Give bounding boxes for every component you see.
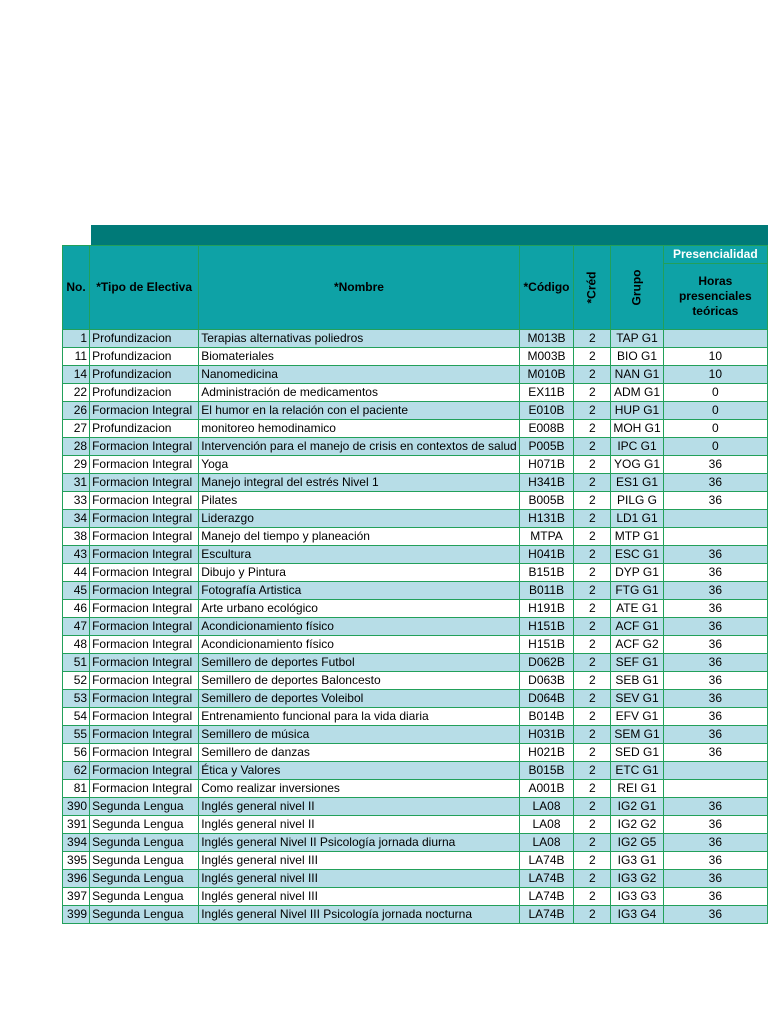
- cell-no: 48: [63, 636, 90, 654]
- cell-tipo: Formacion Integral: [90, 456, 199, 474]
- header-horas: Horas presenciales teóricas: [663, 264, 767, 330]
- cell-grupo: REI G1: [611, 780, 663, 798]
- cell-codigo: MTPA: [519, 528, 574, 546]
- cell-cred: 2: [574, 366, 611, 384]
- table-row: [63, 420, 768, 438]
- cell-no: 26: [63, 402, 90, 420]
- cell-no: 56: [63, 744, 90, 762]
- table-row: [63, 744, 768, 762]
- cell-tipo: Formacion Integral: [90, 474, 199, 492]
- cell-nombre: Inglés general nivel II: [199, 798, 520, 816]
- cell-horas: 36: [663, 708, 767, 726]
- cell-nombre: Inglés general Nivel III Psicología jornada nocturna: [199, 906, 520, 924]
- cell-codigo: D064B: [519, 690, 574, 708]
- table-row: [63, 834, 768, 852]
- cell-nombre: Pilates: [199, 492, 520, 510]
- cell-nombre: Inglés general nivel III: [199, 852, 520, 870]
- cell-cred: 2: [574, 834, 611, 852]
- cell-tipo: Formacion Integral: [90, 528, 199, 546]
- cell-codigo: H341B: [519, 474, 574, 492]
- cell-nombre: Ética y Valores: [199, 762, 520, 780]
- cell-tipo: Segunda Lengua: [90, 888, 199, 906]
- cell-codigo: M003B: [519, 348, 574, 366]
- cell-grupo: SED G1: [611, 744, 663, 762]
- cell-no: 395: [63, 852, 90, 870]
- cell-cred: 2: [574, 726, 611, 744]
- cell-nombre: Arte urbano ecológico: [199, 600, 520, 618]
- cell-nombre: Acondicionamiento físico: [199, 636, 520, 654]
- cell-cred: 2: [574, 816, 611, 834]
- cell-tipo: Formacion Integral: [90, 726, 199, 744]
- cell-tipo: Formacion Integral: [90, 636, 199, 654]
- cell-nombre: Semillero de danzas: [199, 744, 520, 762]
- cell-horas: 36: [663, 456, 767, 474]
- table-row: [63, 384, 768, 402]
- cell-no: 46: [63, 600, 90, 618]
- cell-no: 29: [63, 456, 90, 474]
- header-nombre: *Nombre: [199, 246, 520, 330]
- header-cred-label: *Créd: [584, 271, 599, 304]
- cell-cred: 2: [574, 528, 611, 546]
- cell-nombre: Yoga: [199, 456, 520, 474]
- cell-horas: 36: [663, 492, 767, 510]
- cell-cred: 2: [574, 330, 611, 348]
- cell-no: 53: [63, 690, 90, 708]
- cell-codigo: H151B: [519, 636, 574, 654]
- cell-codigo: H131B: [519, 510, 574, 528]
- cell-cred: 2: [574, 708, 611, 726]
- cell-no: 397: [63, 888, 90, 906]
- cell-cred: 2: [574, 438, 611, 456]
- cell-horas: 36: [663, 672, 767, 690]
- cell-grupo: BIO G1: [611, 348, 663, 366]
- cell-nombre: Entrenamiento funcional para la vida diaria: [199, 708, 520, 726]
- table-row: [63, 366, 768, 384]
- cell-horas: 36: [663, 690, 767, 708]
- cell-grupo: MOH G1: [611, 420, 663, 438]
- cell-codigo: H071B: [519, 456, 574, 474]
- cell-no: 27: [63, 420, 90, 438]
- table-row: [63, 528, 768, 546]
- cell-horas: 36: [663, 654, 767, 672]
- table-row: [63, 870, 768, 888]
- cell-nombre: Nanomedicina: [199, 366, 520, 384]
- table-row: [63, 816, 768, 834]
- table-row: [63, 474, 768, 492]
- cell-tipo: Profundizacion: [90, 384, 199, 402]
- cell-nombre: Liderazgo: [199, 510, 520, 528]
- cell-codigo: D063B: [519, 672, 574, 690]
- cell-nombre: Dibujo y Pintura: [199, 564, 520, 582]
- cell-horas: 36: [663, 888, 767, 906]
- cell-horas: 0: [663, 384, 767, 402]
- table-row: [63, 438, 768, 456]
- cell-grupo: PILG G: [611, 492, 663, 510]
- table-row: [63, 672, 768, 690]
- cell-horas: 36: [663, 618, 767, 636]
- table-row: [63, 636, 768, 654]
- cell-grupo: ATE G1: [611, 600, 663, 618]
- table-row: [63, 600, 768, 618]
- cell-no: 390: [63, 798, 90, 816]
- cell-codigo: M010B: [519, 366, 574, 384]
- table-row: [63, 582, 768, 600]
- cell-horas: 0: [663, 402, 767, 420]
- cell-nombre: Manejo del tiempo y planeación: [199, 528, 520, 546]
- cell-nombre: Biomateriales: [199, 348, 520, 366]
- cell-no: 396: [63, 870, 90, 888]
- cell-cred: 2: [574, 492, 611, 510]
- cell-no: 11: [63, 348, 90, 366]
- cell-tipo: Formacion Integral: [90, 690, 199, 708]
- cell-grupo: IG3 G3: [611, 888, 663, 906]
- cell-codigo: LA74B: [519, 852, 574, 870]
- cell-nombre: Semillero de deportes Baloncesto: [199, 672, 520, 690]
- header-no: No.: [63, 246, 90, 330]
- header-presencialidad: Presencialidad: [663, 246, 767, 264]
- cell-tipo: Formacion Integral: [90, 438, 199, 456]
- cell-no: 391: [63, 816, 90, 834]
- cell-horas: 10: [663, 348, 767, 366]
- cell-horas: [663, 528, 767, 546]
- cell-no: 22: [63, 384, 90, 402]
- table-row: [63, 546, 768, 564]
- cell-nombre: Intervención para el manejo de crisis en contextos de salud: [199, 438, 520, 456]
- cell-codigo: H031B: [519, 726, 574, 744]
- cell-cred: 2: [574, 510, 611, 528]
- cell-codigo: LA08: [519, 834, 574, 852]
- table-row: [63, 330, 768, 348]
- cell-tipo: Formacion Integral: [90, 780, 199, 798]
- cell-no: 81: [63, 780, 90, 798]
- table-row: [63, 402, 768, 420]
- cell-cred: 2: [574, 546, 611, 564]
- cell-cred: 2: [574, 348, 611, 366]
- cell-tipo: Formacion Integral: [90, 492, 199, 510]
- cell-nombre: Escultura: [199, 546, 520, 564]
- cell-horas: [663, 330, 767, 348]
- cell-tipo: Formacion Integral: [90, 546, 199, 564]
- cell-grupo: IG3 G2: [611, 870, 663, 888]
- header-tipo: *Tipo de Electiva: [90, 246, 199, 330]
- cell-horas: 36: [663, 564, 767, 582]
- cell-grupo: SEM G1: [611, 726, 663, 744]
- cell-horas: 36: [663, 906, 767, 924]
- cell-tipo: Formacion Integral: [90, 618, 199, 636]
- cell-horas: 36: [663, 546, 767, 564]
- cell-cred: 2: [574, 852, 611, 870]
- table-row: [63, 564, 768, 582]
- table-row: [63, 456, 768, 474]
- cell-no: 1: [63, 330, 90, 348]
- cell-cred: 2: [574, 654, 611, 672]
- cell-tipo: Segunda Lengua: [90, 834, 199, 852]
- cell-grupo: ETC G1: [611, 762, 663, 780]
- cell-cred: 2: [574, 636, 611, 654]
- cell-no: 38: [63, 528, 90, 546]
- cell-codigo: LA74B: [519, 870, 574, 888]
- cell-nombre: Inglés general nivel III: [199, 870, 520, 888]
- cell-no: 44: [63, 564, 90, 582]
- cell-no: 399: [63, 906, 90, 924]
- cell-tipo: Formacion Integral: [90, 600, 199, 618]
- cell-tipo: Profundizacion: [90, 330, 199, 348]
- cell-grupo: HUP G1: [611, 402, 663, 420]
- cell-nombre: Semillero de música: [199, 726, 520, 744]
- cell-cred: 2: [574, 762, 611, 780]
- cell-cred: 2: [574, 420, 611, 438]
- cell-no: 43: [63, 546, 90, 564]
- cell-grupo: ACF G1: [611, 618, 663, 636]
- cell-horas: 36: [663, 816, 767, 834]
- cell-tipo: Segunda Lengua: [90, 870, 199, 888]
- cell-codigo: H191B: [519, 600, 574, 618]
- cell-no: 34: [63, 510, 90, 528]
- header-band: [91, 225, 768, 245]
- cell-horas: 10: [663, 366, 767, 384]
- cell-codigo: LA08: [519, 816, 574, 834]
- cell-no: 62: [63, 762, 90, 780]
- cell-tipo: Formacion Integral: [90, 402, 199, 420]
- cell-nombre: Semillero de deportes Futbol: [199, 654, 520, 672]
- header-cred: [574, 246, 611, 330]
- cell-grupo: IG2 G2: [611, 816, 663, 834]
- cell-grupo: ESC G1: [611, 546, 663, 564]
- table-row: [63, 780, 768, 798]
- cell-codigo: EX11B: [519, 384, 574, 402]
- cell-tipo: Segunda Lengua: [90, 906, 199, 924]
- cell-no: 14: [63, 366, 90, 384]
- cell-grupo: IG2 G5: [611, 834, 663, 852]
- cell-grupo: ACF G2: [611, 636, 663, 654]
- cell-nombre: Administración de medicamentos: [199, 384, 520, 402]
- cell-nombre: Terapias alternativas poliedros: [199, 330, 520, 348]
- cell-codigo: A001B: [519, 780, 574, 798]
- cell-tipo: Formacion Integral: [90, 654, 199, 672]
- cell-grupo: SEF G1: [611, 654, 663, 672]
- table-row: [63, 798, 768, 816]
- cell-codigo: B014B: [519, 708, 574, 726]
- cell-no: 45: [63, 582, 90, 600]
- cell-nombre: Como realizar inversiones: [199, 780, 520, 798]
- header-codigo: *Código: [519, 246, 574, 330]
- cell-grupo: YOG G1: [611, 456, 663, 474]
- cell-codigo: B015B: [519, 762, 574, 780]
- cell-horas: 36: [663, 852, 767, 870]
- cell-tipo: Profundizacion: [90, 348, 199, 366]
- table-row: [63, 708, 768, 726]
- cell-nombre: Inglés general Nivel II Psicología jornada diurna: [199, 834, 520, 852]
- cell-tipo: Formacion Integral: [90, 744, 199, 762]
- cell-grupo: NAN G1: [611, 366, 663, 384]
- cell-grupo: IPC G1: [611, 438, 663, 456]
- cell-tipo: Segunda Lengua: [90, 798, 199, 816]
- cell-cred: 2: [574, 600, 611, 618]
- cell-cred: 2: [574, 474, 611, 492]
- cell-tipo: Formacion Integral: [90, 582, 199, 600]
- cell-no: 55: [63, 726, 90, 744]
- cell-nombre: Inglés general nivel III: [199, 888, 520, 906]
- cell-cred: 2: [574, 384, 611, 402]
- cell-cred: 2: [574, 870, 611, 888]
- cell-horas: 0: [663, 438, 767, 456]
- cell-codigo: LA74B: [519, 888, 574, 906]
- cell-horas: [663, 762, 767, 780]
- cell-horas: [663, 780, 767, 798]
- cell-no: 28: [63, 438, 90, 456]
- cell-grupo: SEB G1: [611, 672, 663, 690]
- cell-codigo: E008B: [519, 420, 574, 438]
- cell-tipo: Segunda Lengua: [90, 816, 199, 834]
- cell-cred: 2: [574, 402, 611, 420]
- cell-nombre: Inglés general nivel II: [199, 816, 520, 834]
- cell-tipo: Formacion Integral: [90, 510, 199, 528]
- cell-codigo: LA08: [519, 798, 574, 816]
- cell-grupo: EFV G1: [611, 708, 663, 726]
- cell-no: 394: [63, 834, 90, 852]
- cell-tipo: Profundizacion: [90, 366, 199, 384]
- cell-cred: 2: [574, 672, 611, 690]
- cell-codigo: H041B: [519, 546, 574, 564]
- table-row: [63, 492, 768, 510]
- header-grupo-label: Grupo: [629, 269, 644, 306]
- cell-grupo: FTG G1: [611, 582, 663, 600]
- cell-codigo: M013B: [519, 330, 574, 348]
- cell-no: 52: [63, 672, 90, 690]
- cell-codigo: B151B: [519, 564, 574, 582]
- cell-tipo: Formacion Integral: [90, 564, 199, 582]
- cell-cred: 2: [574, 564, 611, 582]
- cell-codigo: P005B: [519, 438, 574, 456]
- cell-cred: 2: [574, 690, 611, 708]
- cell-grupo: MTP G1: [611, 528, 663, 546]
- cell-cred: 2: [574, 780, 611, 798]
- cell-codigo: D062B: [519, 654, 574, 672]
- cell-cred: 2: [574, 906, 611, 924]
- cell-grupo: ADM G1: [611, 384, 663, 402]
- cell-no: 47: [63, 618, 90, 636]
- table-row: [63, 726, 768, 744]
- cell-horas: 36: [663, 870, 767, 888]
- table-row: [63, 906, 768, 924]
- cell-nombre: Manejo integral del estrés Nivel 1: [199, 474, 520, 492]
- cell-grupo: IG3 G4: [611, 906, 663, 924]
- cell-nombre: monitoreo hemodinamico: [199, 420, 520, 438]
- cell-grupo: IG3 G1: [611, 852, 663, 870]
- cell-grupo: ES1 G1: [611, 474, 663, 492]
- cell-tipo: Formacion Integral: [90, 762, 199, 780]
- cell-horas: [663, 510, 767, 528]
- cell-nombre: El humor en la relación con el paciente: [199, 402, 520, 420]
- header-grupo: [611, 246, 663, 330]
- cell-cred: 2: [574, 582, 611, 600]
- cell-codigo: B005B: [519, 492, 574, 510]
- table-row: [63, 888, 768, 906]
- cell-codigo: LA74B: [519, 906, 574, 924]
- cell-no: 33: [63, 492, 90, 510]
- cell-nombre: Semillero de deportes Voleibol: [199, 690, 520, 708]
- cell-horas: 36: [663, 744, 767, 762]
- cell-no: 51: [63, 654, 90, 672]
- table-row: [63, 510, 768, 528]
- cell-grupo: LD1 G1: [611, 510, 663, 528]
- cell-tipo: Formacion Integral: [90, 672, 199, 690]
- cell-horas: 36: [663, 600, 767, 618]
- cell-horas: 36: [663, 582, 767, 600]
- cell-cred: 2: [574, 888, 611, 906]
- cell-tipo: Segunda Lengua: [90, 852, 199, 870]
- cell-no: 54: [63, 708, 90, 726]
- cell-codigo: E010B: [519, 402, 574, 420]
- cell-tipo: Profundizacion: [90, 420, 199, 438]
- table-row: [63, 690, 768, 708]
- cell-no: 31: [63, 474, 90, 492]
- table-row: [63, 852, 768, 870]
- cell-codigo: B011B: [519, 582, 574, 600]
- cell-nombre: Fotografía Artistica: [199, 582, 520, 600]
- cell-grupo: TAP G1: [611, 330, 663, 348]
- cell-cred: 2: [574, 618, 611, 636]
- cell-cred: 2: [574, 744, 611, 762]
- table-row: [63, 762, 768, 780]
- cell-tipo: Formacion Integral: [90, 708, 199, 726]
- electivas-table: [62, 245, 768, 924]
- cell-grupo: IG2 G1: [611, 798, 663, 816]
- cell-horas: 36: [663, 636, 767, 654]
- cell-horas: 36: [663, 726, 767, 744]
- cell-horas: 36: [663, 474, 767, 492]
- cell-grupo: DYP G1: [611, 564, 663, 582]
- cell-codigo: H151B: [519, 618, 574, 636]
- cell-horas: 0: [663, 420, 767, 438]
- cell-horas: 36: [663, 798, 767, 816]
- table-row: [63, 654, 768, 672]
- cell-grupo: SEV G1: [611, 690, 663, 708]
- cell-codigo: H021B: [519, 744, 574, 762]
- cell-cred: 2: [574, 798, 611, 816]
- cell-horas: 36: [663, 834, 767, 852]
- cell-cred: 2: [574, 456, 611, 474]
- cell-nombre: Acondicionamiento físico: [199, 618, 520, 636]
- table-row: [63, 348, 768, 366]
- table-row: [63, 618, 768, 636]
